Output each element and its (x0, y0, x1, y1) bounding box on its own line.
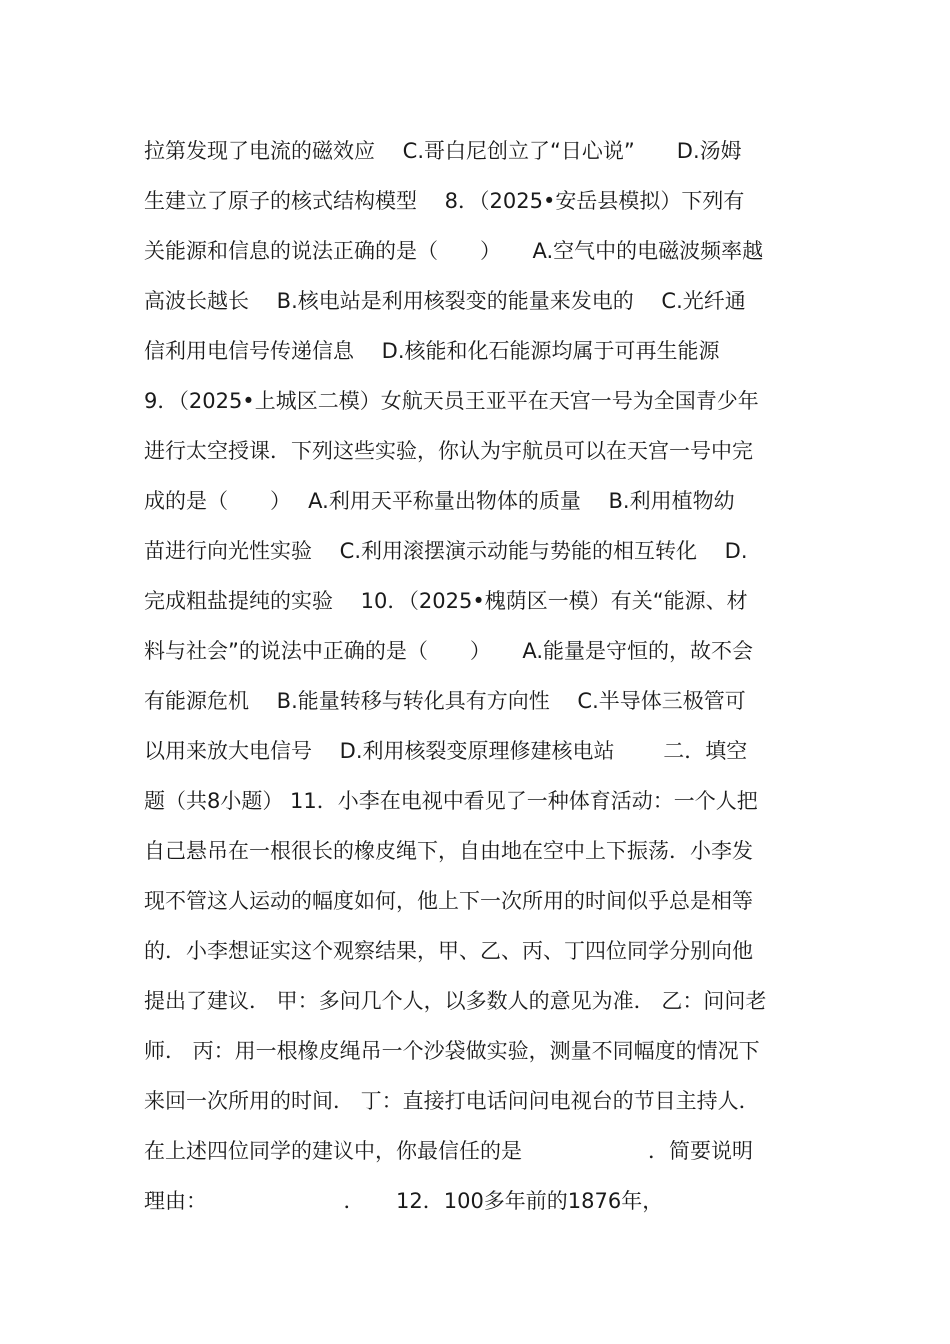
text-line: 9．（2025•上城区二模）女航天员王亚平在天宫一号为全国青少年 (144, 389, 759, 413)
text-line: 拉第发现了电流的磁效应 C.哥白尼创立了“日心说” D.汤姆 (144, 139, 742, 163)
document-body (144, 126, 824, 1226)
text-line: 的．小李想证实这个观察结果，甲、乙、丙、丁四位同学分别向他 (144, 939, 753, 963)
text-line: 完成粗盐提纯的实验 10．（2025•槐荫区一模）有关“能源、材 (144, 589, 748, 613)
text-line: 题（共8小题） 11．小李在电视中看见了一种体育活动：一个人把 (144, 789, 758, 813)
text-line: 在上述四位同学的建议中，你最信任的是 ．简要说明 (144, 1139, 753, 1163)
text-line: 以用来放大电信号 D.利用核裂变原理修建核电站 二．填空 (144, 739, 748, 763)
text-line: 成的是（ ） A.利用天平称量出物体的质量 B.利用植物幼 (144, 489, 735, 513)
text-line: 理由： ． 12．100多年前的1876年， (144, 1189, 664, 1213)
text-line: 师． 丙：用一根橡皮绳吊一个沙袋做实验，测量不同幅度的情况下 (144, 1039, 760, 1063)
text-line: 现不管这人运动的幅度如何，他上下一次所用的时间似乎总是相等 (144, 889, 753, 913)
text-line: 进行太空授课．下列这些实验，你认为宇航员可以在天宫一号中完 (144, 439, 753, 463)
text-line: 生建立了原子的核式结构模型 8．（2025•安岳县模拟）下列有 (144, 189, 745, 213)
text-line: 关能源和信息的说法正确的是（ ） A.空气中的电磁波频率越 (144, 239, 764, 263)
text-line: 料与社会”的说法中正确的是（ ） A.能量是守恒的，故不会 (144, 639, 754, 663)
text-line: 自己悬吊在一根很长的橡皮绳下，自由地在空中上下振荡．小李发 (144, 839, 753, 863)
text-line: 提出了建议． 甲：多问几个人，以多数人的意见为准． 乙：问问老 (144, 989, 767, 1013)
text-line: 来回一次所用的时间． 丁：直接打电话问问电视台的节目主持人． (144, 1089, 760, 1113)
text-line: 有能源危机 B.能量转移与转化具有方向性 C.半导体三极管可 (144, 689, 746, 713)
text-line: 苗进行向光性实验 C.利用滚摆演示动能与势能的相互转化 D. (144, 539, 748, 563)
text-line: 高波长越长 B.核电站是利用核裂变的能量来发电的 C.光纤通 (144, 289, 746, 313)
text-line: 信利用电信号传递信息 D.核能和化石能源均属于可再生能源 (144, 339, 720, 363)
